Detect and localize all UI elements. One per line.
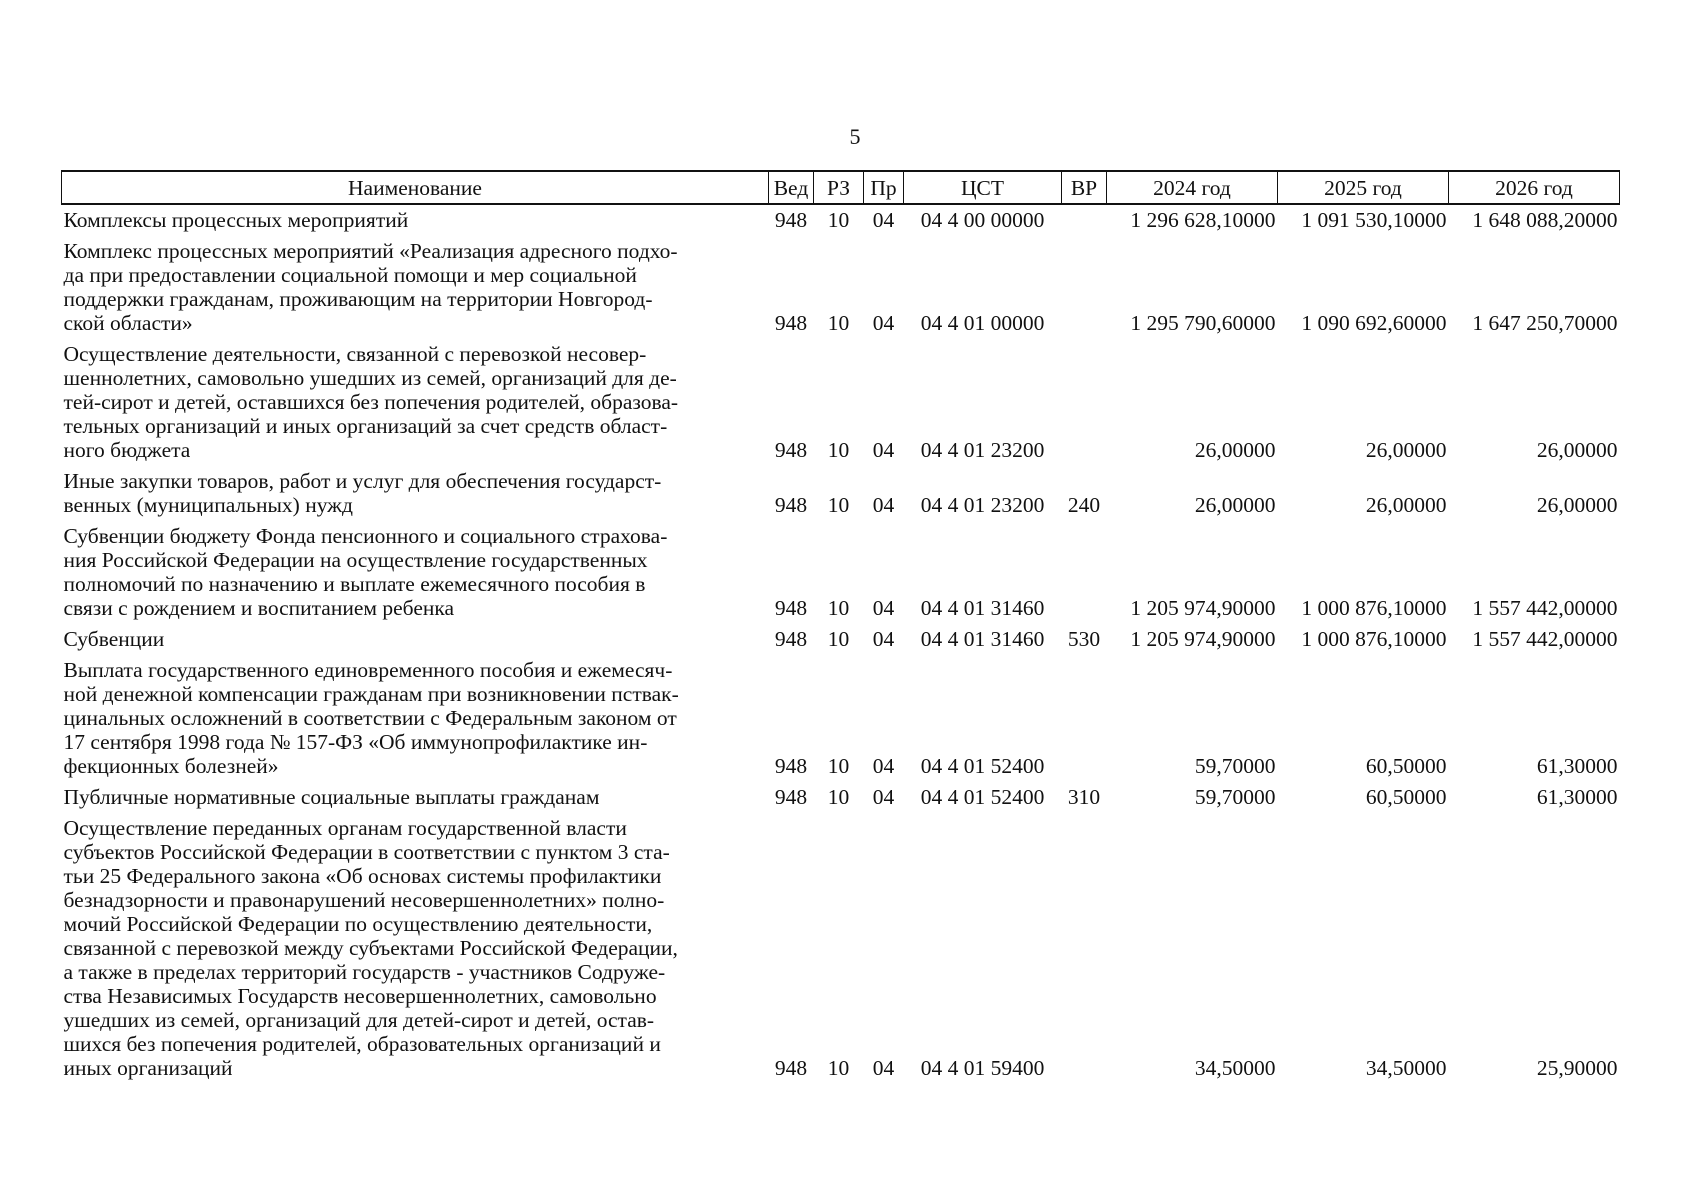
table-row (62, 782, 1620, 813)
cell-cst: 04 4 01 23200 (920, 493, 1045, 517)
cell-cst: 04 4 01 23200 (920, 438, 1045, 462)
table-row (62, 339, 1620, 466)
cell-name-line: Публичные нормативные социальные выплаты гражданам (63, 785, 600, 809)
cell-name-line: да при предоставлении социальной помощи и мер социальной (63, 263, 637, 287)
cell-name (62, 624, 769, 655)
cell-pr: 04 (872, 438, 895, 462)
cell-2026: 61,30000 (1536, 754, 1618, 778)
table-row (62, 813, 1620, 1084)
cell-name (62, 236, 769, 339)
cell-name-line: тей-сирот и детей, оставшихся без попечения родителей, образова- (63, 390, 679, 414)
cell-ved: 948 (774, 1056, 808, 1080)
header-ved: Вед (769, 171, 814, 204)
cell-2024: 1 295 790,60000 (1130, 311, 1276, 335)
cell-vr (1062, 655, 1107, 782)
cell-cst: 04 4 01 52400 (920, 785, 1045, 809)
cell-name-line: поддержки гражданам, проживающим на территории Новгород- (63, 287, 653, 311)
table-row (62, 655, 1620, 782)
cell-name-line: Комплексы процессных мероприятий (63, 208, 409, 232)
cell-name-line: цинальных осложнений в соответствии с Федеральным законом от (63, 706, 677, 730)
header-2025: 2025 год (1278, 171, 1449, 204)
cell-2024: 26,00000 (1194, 493, 1276, 517)
cell-rz: 10 (827, 785, 850, 809)
cell-rz: 10 (827, 1056, 850, 1080)
cell-name-line: Субвенции (63, 627, 165, 651)
cell-ved: 948 (774, 785, 808, 809)
cell-vr (1062, 339, 1107, 466)
table-row (62, 236, 1620, 339)
cell-2024: 1 296 628,10000 (1130, 208, 1276, 232)
cell-rz: 10 (827, 311, 850, 335)
cell-name-line: иных организаций (63, 1056, 233, 1080)
cell-name-line: Иные закупки товаров, работ и услуг для обеспечения государст- (63, 469, 662, 493)
cell-name-line: связанной с перевозкой между субъектами Российской Федерации, (63, 936, 678, 960)
cell-vr: 530 (1067, 627, 1101, 651)
cell-pr: 04 (872, 208, 895, 232)
cell-ved: 948 (774, 311, 808, 335)
header-cst: ЦСТ (904, 171, 1062, 204)
cell-name (62, 521, 769, 624)
cell-rz: 10 (827, 596, 850, 620)
cell-2025: 26,00000 (1365, 493, 1447, 517)
cell-rz: 10 (827, 627, 850, 651)
cell-rz: 10 (827, 208, 850, 232)
cell-vr (1062, 236, 1107, 339)
cell-rz: 10 (827, 438, 850, 462)
cell-name-line: тельных организаций и иных организаций за счет средств област- (63, 414, 668, 438)
cell-2024: 1 205 974,90000 (1130, 627, 1276, 651)
cell-2024: 59,70000 (1194, 754, 1276, 778)
cell-rz: 10 (827, 493, 850, 517)
cell-2026: 61,30000 (1536, 785, 1618, 809)
cell-2025: 1 000 876,10000 (1301, 596, 1447, 620)
budget-table (61, 170, 1620, 1084)
cell-name-line: венных (муниципальных) нужд (63, 493, 353, 517)
table-row (62, 204, 1620, 236)
cell-2026: 26,00000 (1536, 493, 1618, 517)
cell-2026: 26,00000 (1536, 438, 1618, 462)
cell-name-line: ской области» (63, 311, 193, 335)
cell-name (62, 204, 769, 236)
cell-cst: 04 4 01 31460 (920, 596, 1045, 620)
page-number: 5 (849, 124, 861, 149)
cell-2026: 1 557 442,00000 (1472, 627, 1618, 651)
header-vr: ВР (1062, 171, 1107, 204)
cell-pr: 04 (872, 1056, 895, 1080)
header-rz: РЗ (814, 171, 864, 204)
cell-2025: 1 091 530,10000 (1301, 208, 1447, 232)
cell-cst: 04 4 01 31460 (920, 627, 1045, 651)
cell-pr: 04 (872, 785, 895, 809)
cell-vr (1062, 813, 1107, 1084)
cell-2025: 26,00000 (1365, 438, 1447, 462)
cell-pr: 04 (872, 493, 895, 517)
cell-name-line: ной денежной компенсации гражданам при возникновении пствак- (63, 682, 679, 706)
table-body (62, 204, 1620, 1084)
cell-pr: 04 (872, 754, 895, 778)
cell-2025: 34,50000 (1365, 1056, 1447, 1080)
cell-name-line: полномочий по назначению и выплате ежемесячного пособия в (63, 572, 646, 596)
cell-2026: 1 647 250,70000 (1472, 311, 1618, 335)
cell-vr (1062, 521, 1107, 624)
cell-name-line: Выплата государственного единовременного пособия и ежемесяч- (63, 658, 673, 682)
cell-2026: 1 557 442,00000 (1472, 596, 1618, 620)
cell-name-line: безнадзорности и правонарушений несовершеннолетних» полно- (63, 888, 665, 912)
cell-name-line: Субвенции бюджету Фонда пенсионного и социального страхова- (63, 524, 668, 548)
cell-name-line: ния Российской Федерации на осуществление государственных (63, 548, 648, 572)
cell-pr: 04 (872, 311, 895, 335)
cell-name (62, 813, 769, 1084)
cell-name-line: ства Независимых Государств несовершеннолетних, самовольно (63, 984, 657, 1008)
cell-name-line: связи с рождением и воспитанием ребенка (63, 596, 455, 620)
header-name: Наименование (62, 171, 769, 204)
cell-name-line: мочий Российской Федерации по осуществлению деятельности, (63, 912, 653, 936)
cell-name-line: тьи 25 Федерального закона «Об основах системы профилактики (63, 864, 662, 888)
cell-name-line: ного бюджета (63, 438, 191, 462)
cell-ved: 948 (774, 754, 808, 778)
cell-cst: 04 4 01 00000 (920, 311, 1045, 335)
header-pr: Пр (864, 171, 904, 204)
cell-ved: 948 (774, 438, 808, 462)
cell-name-line: 17 сентября 1998 года № 157-ФЗ «Об иммунопрофилактике ин- (63, 730, 648, 754)
cell-name-line: Осуществление деятельности, связанной с перевозкой несовер- (63, 342, 647, 366)
table-row (62, 521, 1620, 624)
cell-name (62, 466, 769, 521)
header-2026: 2026 год (1449, 171, 1620, 204)
table-row (62, 466, 1620, 521)
cell-name (62, 655, 769, 782)
cell-vr (1062, 204, 1107, 236)
cell-ved: 948 (774, 627, 808, 651)
table-header-row (62, 171, 1620, 204)
cell-name-line: Комплекс процессных мероприятий «Реализация адресного подхо- (63, 239, 678, 263)
cell-2024: 59,70000 (1194, 785, 1276, 809)
cell-name-line: шеннолетних, самовольно ушедших из семей, организаций для де- (63, 366, 677, 390)
cell-2025: 60,50000 (1365, 754, 1447, 778)
cell-vr: 240 (1067, 493, 1101, 517)
cell-cst: 04 4 00 00000 (920, 208, 1045, 232)
cell-vr: 310 (1067, 785, 1101, 809)
cell-ved: 948 (774, 596, 808, 620)
cell-name-line: ушедших из семей, организаций для детей-сирот и детей, остав- (63, 1008, 655, 1032)
header-2024: 2024 год (1107, 171, 1278, 204)
cell-ved: 948 (774, 493, 808, 517)
cell-pr: 04 (872, 627, 895, 651)
cell-name-line: субъектов Российской Федерации в соответствии с пунктом 3 ста- (63, 840, 670, 864)
cell-2025: 1 000 876,10000 (1301, 627, 1447, 651)
cell-2024: 1 205 974,90000 (1130, 596, 1276, 620)
cell-rz: 10 (827, 754, 850, 778)
table-row (62, 624, 1620, 655)
cell-name-line: фекционных болезней» (63, 754, 279, 778)
cell-2025: 1 090 692,60000 (1301, 311, 1447, 335)
cell-name-line: а также в пределах территорий государств - участников Содруже- (63, 960, 666, 984)
cell-2025: 60,50000 (1365, 785, 1447, 809)
cell-name-line: шихся без попечения родителей, образовательных организаций и (63, 1032, 661, 1056)
cell-2024: 26,00000 (1194, 438, 1276, 462)
cell-2026: 1 648 088,20000 (1472, 208, 1618, 232)
cell-cst: 04 4 01 59400 (920, 1056, 1045, 1080)
cell-2026: 25,90000 (1536, 1056, 1618, 1080)
cell-2024: 34,50000 (1194, 1056, 1276, 1080)
cell-name (62, 339, 769, 466)
cell-name (62, 782, 769, 813)
cell-cst: 04 4 01 52400 (920, 754, 1045, 778)
cell-ved: 948 (774, 208, 808, 232)
cell-pr: 04 (872, 596, 895, 620)
cell-name-line: Осуществление переданных органам государственной власти (63, 816, 627, 840)
